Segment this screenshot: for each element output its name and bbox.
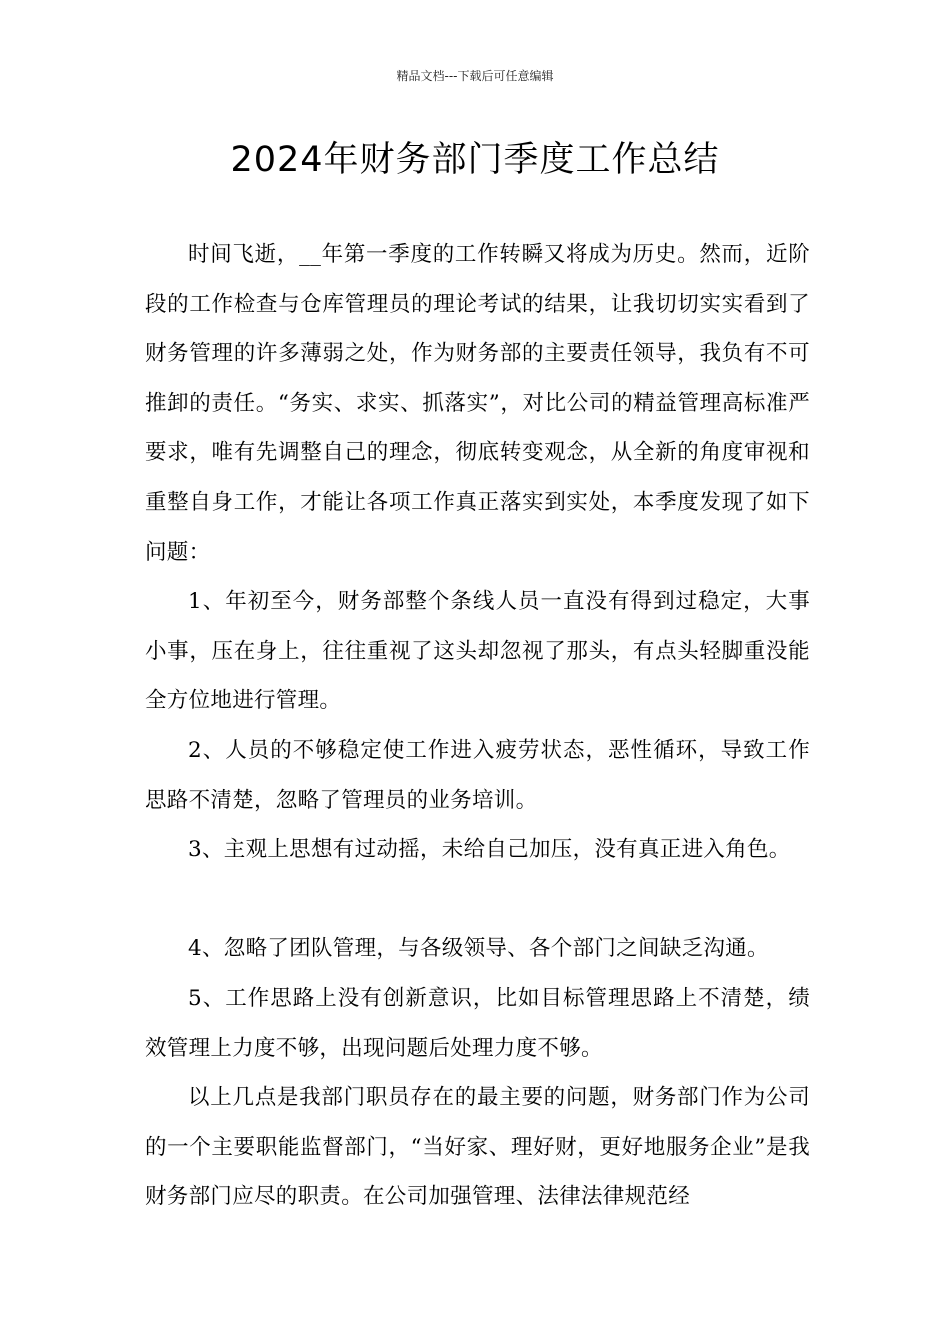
paragraph-issue-5: 5、工作思路上没有创新意识，比如目标管理思路上不清楚，绩效管理上力度不够，出现问题后处理力度不够。 (145, 985, 810, 1061)
paragraph-issue-4: 4、忽略了团队管理，与各级领导、各个部门之间缺乏沟通。 (188, 936, 769, 962)
paragraph-intro: 时间飞逝，__年第一季度的工作转瞬又将成为历史。然而，近阶段的工作检查与仓库管理员的理论考试的结果，让我切切实实看到了财务管理的许多薄弱之处，作为财务部的主要责任领导，我负有不可推卸的责任。“务实、求实、抓落实”，对比公司的精益管理高标准严要求，唯有先调整自己的理念，彻底转变观念，从全新的角度审视和重整自身工作，才能让各项工作真正落实到实处，本季度发现了如下问题： (145, 242, 810, 565)
paragraph-summary: 以上几点是我部门职员存在的最主要的问题，财务部门作为公司的一个主要职能监督部门，“当好家、理好财，更好地服务企业”是我财务部门应尽的职责。在公司加强管理、法律法律规范经 (145, 1085, 810, 1210)
paragraph-issue-3: 3、主观上思想有过动摇，未给自己加压，没有真正进入角色。 (188, 837, 791, 863)
paragraph-issue-2: 2、人员的不够稳定使工作进入疲劳状态，恶性循环，导致工作思路不清楚，忽略了管理员的业务培训。 (145, 737, 810, 813)
document-title: 2024年财务部门季度工作总结 (230, 140, 720, 180)
header-note: 精品文档---下载后可任意编辑 (396, 69, 554, 83)
document-body (145, 230, 810, 1222)
paragraph-issue-1: 1、年初至今，财务部整个条线人员一直没有得到过稳定，大事小事，压在身上，往往重视了这头却忽视了那头，有点头轻脚重没能全方位地进行管理。 (145, 589, 810, 714)
